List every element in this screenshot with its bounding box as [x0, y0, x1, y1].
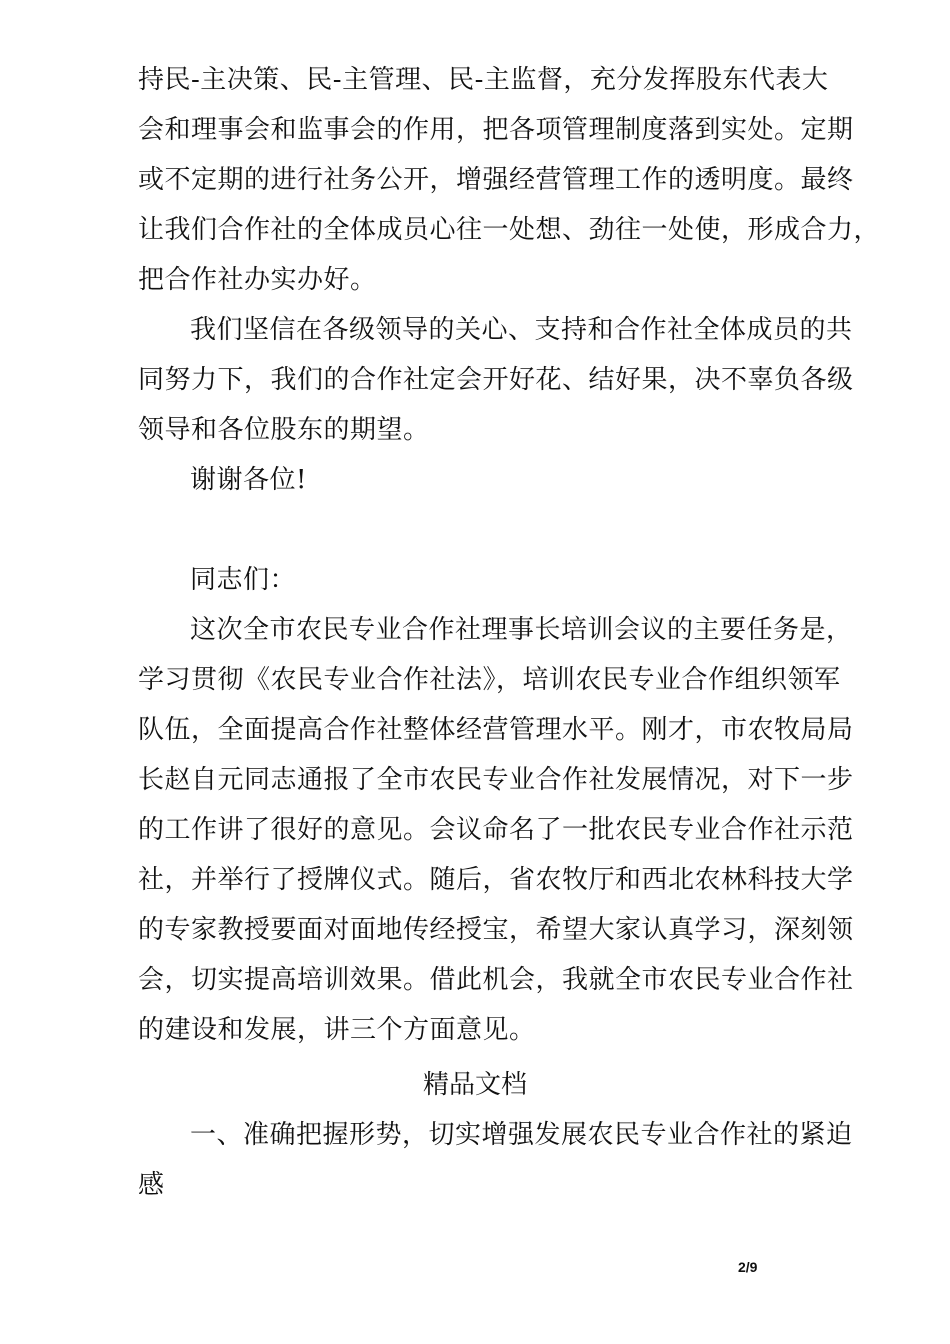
paragraph-line: 或不定期的进行社务公开，增强经营管理工作的透明度。最终 [138, 165, 854, 195]
paragraph-line: 会和理事会和监事会的作用，把各项管理制度落到实处。定期 [138, 115, 854, 145]
page-number: 2/9 [738, 1259, 758, 1275]
paragraph-line: 这次全市农民专业合作社理事长培训会议的主要任务是， [190, 615, 853, 645]
paragraph-line: 队伍，全面提高合作社整体经营管理水平。刚才，市农牧局局 [138, 715, 854, 745]
paragraph-line: 长赵自元同志通报了全市农民专业合作社发展情况，对下一步 [138, 765, 854, 795]
paragraph-line: 的工作讲了很好的意见。会议命名了一批农民专业合作社示范 [138, 815, 854, 845]
paragraph-line: 同努力下，我们的合作社定会开好花、结好果，决不辜负各级 [138, 365, 854, 395]
section-heading-line: 感 [138, 1170, 165, 1200]
salutation: 同志们： [190, 565, 297, 595]
paragraph-line: 我们坚信在各级领导的关心、支持和合作社全体成员的共 [190, 315, 853, 345]
paragraph-line: 会，切实提高培训效果。借此机会，我就全市农民专业合作社 [138, 965, 854, 995]
paragraph-line: 让我们合作社的全体成员心往一处想、劲往一处使，形成合力， [138, 215, 881, 245]
section-heading-line: 一、准确把握形势，切实增强发展农民专业合作社的紧迫 [190, 1120, 853, 1150]
closing-thanks: 谢谢各位! [190, 465, 307, 495]
watermark-label: 精品文档 [422, 1070, 527, 1100]
paragraph-line: 把合作社办实办好。 [138, 265, 377, 295]
paragraph-line: 的专家教授要面对面地传经授宝，希望大家认真学习，深刻领 [138, 915, 854, 945]
paragraph-line: 领导和各位股东的期望。 [138, 415, 430, 445]
paragraph-line: 学习贯彻《农民专业合作社法》，培训农民专业合作组织领军 [138, 665, 841, 695]
paragraph-line: 的建设和发展，讲三个方面意见。 [138, 1015, 536, 1045]
paragraph-line: 社，并举行了授牌仪式。随后，省农牧厅和西北农林科技大学 [138, 865, 854, 895]
paragraph-line: 持民-主决策、民-主管理、民-主监督，充分发挥股东代表大 [138, 65, 829, 95]
